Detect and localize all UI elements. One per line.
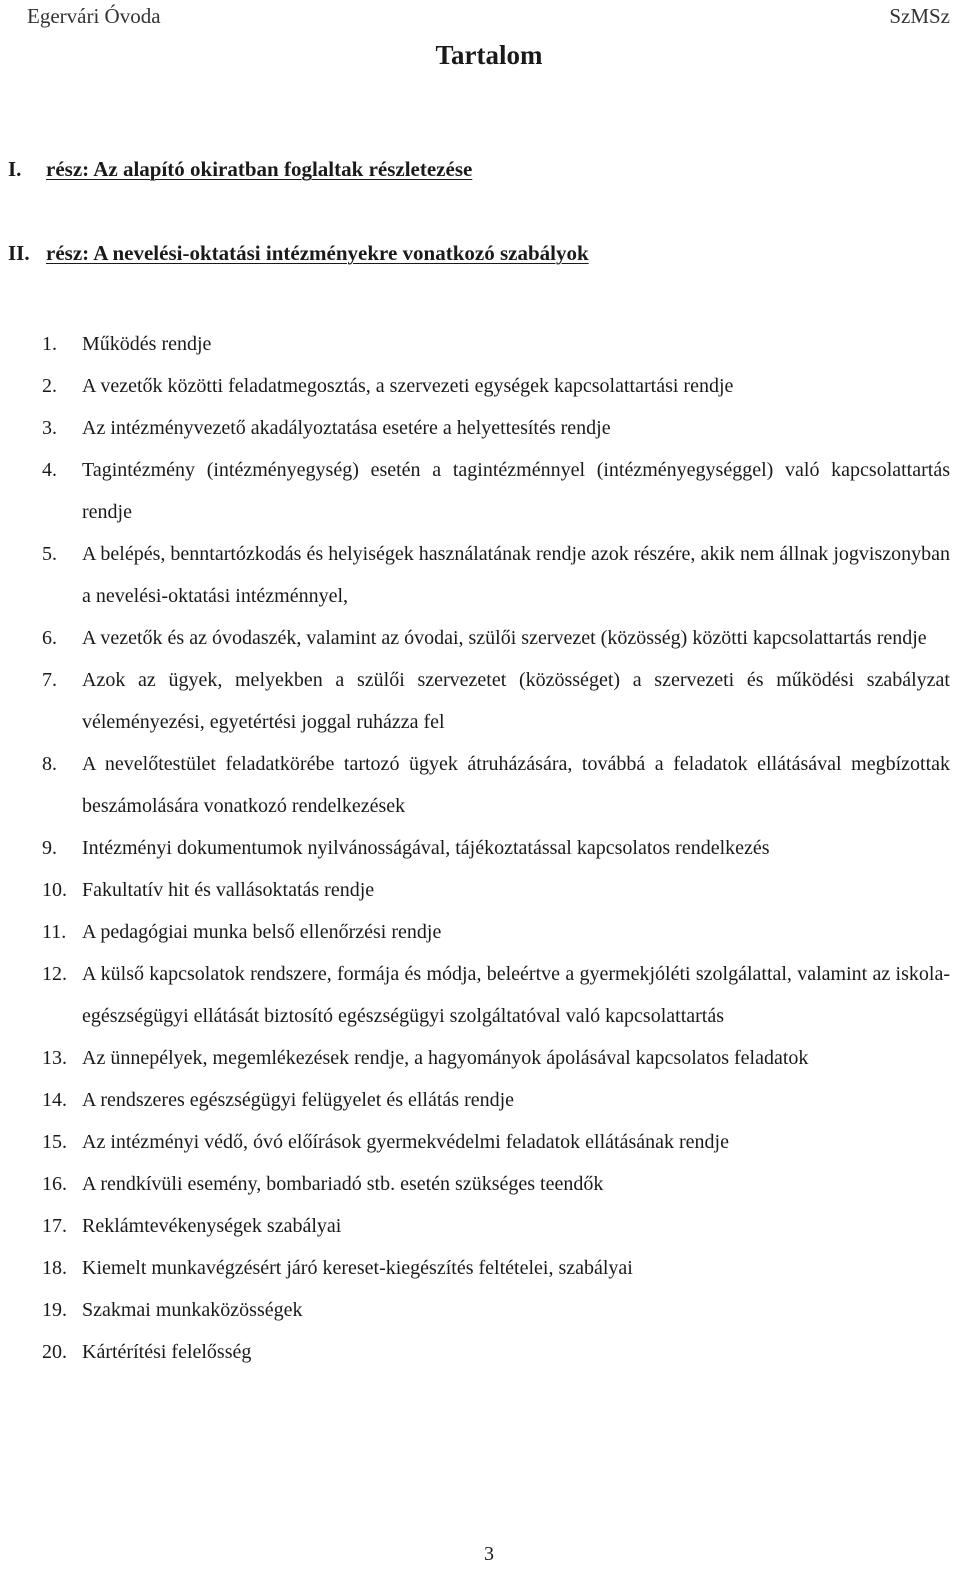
toc-item[interactable] [42,1331,950,1373]
toc-part-label: rész: Az alapító okiratban foglaltak részletezése [46,157,473,181]
toc-item[interactable] [42,743,950,827]
toc-item-text: A nevelőtestület feladatkörébe tartozó ügyek átruházására, továbbá a feladatok ellátásával megbízottak beszámolására vonatkozó rendelkezések [82,753,950,817]
toc-item[interactable] [42,617,950,659]
toc-item[interactable] [42,1037,950,1079]
toc-item[interactable] [42,827,950,869]
toc-part-1[interactable] [8,157,472,182]
toc-item-number: 5. [42,543,57,565]
toc-item-text: A pedagógiai munka belső ellenőrzési rendje [82,921,442,943]
toc-item-number: 16. [42,1173,67,1195]
toc-item[interactable] [42,659,950,743]
toc-item-text: Az intézményvezető akadályoztatása esetére a helyettesítés rendje [82,417,611,439]
toc-item[interactable] [42,1247,950,1289]
toc-item[interactable] [42,533,950,617]
toc-item-number: 19. [42,1299,67,1321]
toc-item-text: Az ünnepélyek, megemlékezések rendje, a hagyományok ápolásával kapcsolatos feladatok [82,1047,809,1069]
toc-item-number: 18. [42,1257,67,1279]
toc-item-text: Szakmai munkaközösségek [82,1299,303,1321]
toc-item-text: Működés rendje [82,333,212,355]
toc-item-text: Kártérítési felelősség [82,1341,252,1363]
toc-part-number: II. [8,241,30,265]
toc-item-text: A külső kapcsolatok rendszere, formája és módja, beleértve a gyermekjóléti szolgálattal, valamint az iskola-egészségügyi ellátását biztosító egészségügyi szolgáltatóval való kapcsolattartás [82,963,950,1027]
toc-item[interactable] [42,911,950,953]
header-institution-name: Egervári Óvoda [27,4,161,28]
toc-item-text: Tagintézmény (intézményegység) esetén a tagintézménnyel (intézményegységgel) való kapcsolattartás rendje [82,459,950,523]
toc-part-number: I. [8,157,22,181]
toc-item-text: A belépés, benntartózkodás és helyiségek használatának rendje azok részére, akik nem állnak jogviszonyban a nevelési-oktatási intézménnyel, [82,543,950,607]
toc-list [42,323,950,1373]
toc-item-number: 14. [42,1089,67,1111]
toc-item[interactable] [42,953,950,1037]
toc-item[interactable] [42,869,950,911]
toc-item-number: 6. [42,627,57,649]
toc-item-number: 8. [42,753,57,775]
toc-part-2[interactable] [8,241,589,266]
toc-item-text: A rendkívüli esemény, bombariadó stb. esetén szükséges teendők [82,1173,604,1195]
toc-item-text: Kiemelt munkavégzésért járó kereset-kiegészítés feltételei, szabályai [82,1257,633,1279]
toc-part-label: rész: A nevelési-oktatási intézményekre vonatkozó szabályok [46,241,589,265]
toc-item-text: Azok az ügyek, melyekben a szülői szervezetet (közösséget) a szervezeti és működési szabályzat véleményezési, egyetértési joggal ruházza fel [82,669,950,733]
toc-item-text: A vezetők közötti feladatmegosztás, a szervezeti egységek kapcsolattartási rendje [82,375,734,397]
toc-item[interactable] [42,1079,950,1121]
toc-item-number: 4. [42,459,57,481]
toc-item-number: 2. [42,375,57,397]
page-title: Tartalom [435,40,543,70]
toc-item-text: Fakultatív hit és vallásoktatás rendje [82,879,375,901]
toc-item-number: 12. [42,963,67,985]
toc-item-text: Reklámtevékenységek szabályai [82,1215,342,1237]
toc-item[interactable] [42,449,950,533]
header-document-code: SzMSz [889,4,950,28]
toc-item-number: 11. [42,921,67,943]
toc-item-number: 15. [42,1131,67,1153]
toc-item-number: 20. [42,1341,67,1363]
toc-item-number: 9. [42,837,57,859]
toc-item-number: 7. [42,669,57,691]
toc-item-text: Az intézményi védő, óvó előírások gyermekvédelmi feladatok ellátásának rendje [82,1131,729,1153]
toc-item-number: 13. [42,1047,67,1069]
toc-item-text: A rendszeres egészségügyi felügyelet és ellátás rendje [82,1089,515,1111]
toc-item-number: 1. [42,333,57,355]
toc-item-text: Intézményi dokumentumok nyilvánosságával, tájékoztatással kapcsolatos rendelkezés [82,837,770,859]
page-number: 3 [484,1543,494,1565]
toc-item[interactable] [42,365,950,407]
toc-item-number: 10. [42,879,67,901]
toc-item[interactable] [42,1289,950,1331]
toc-item[interactable] [42,407,950,449]
toc-item-number: 17. [42,1215,67,1237]
toc-item[interactable] [42,323,950,365]
toc-item[interactable] [42,1205,950,1247]
toc-item[interactable] [42,1163,950,1205]
toc-item-number: 3. [42,417,57,439]
toc-item-text: A vezetők és az óvodaszék, valamint az óvodai, szülői szervezet (közösség) közötti kapcsolattartás rendje [82,627,927,649]
toc-item[interactable] [42,1121,950,1163]
